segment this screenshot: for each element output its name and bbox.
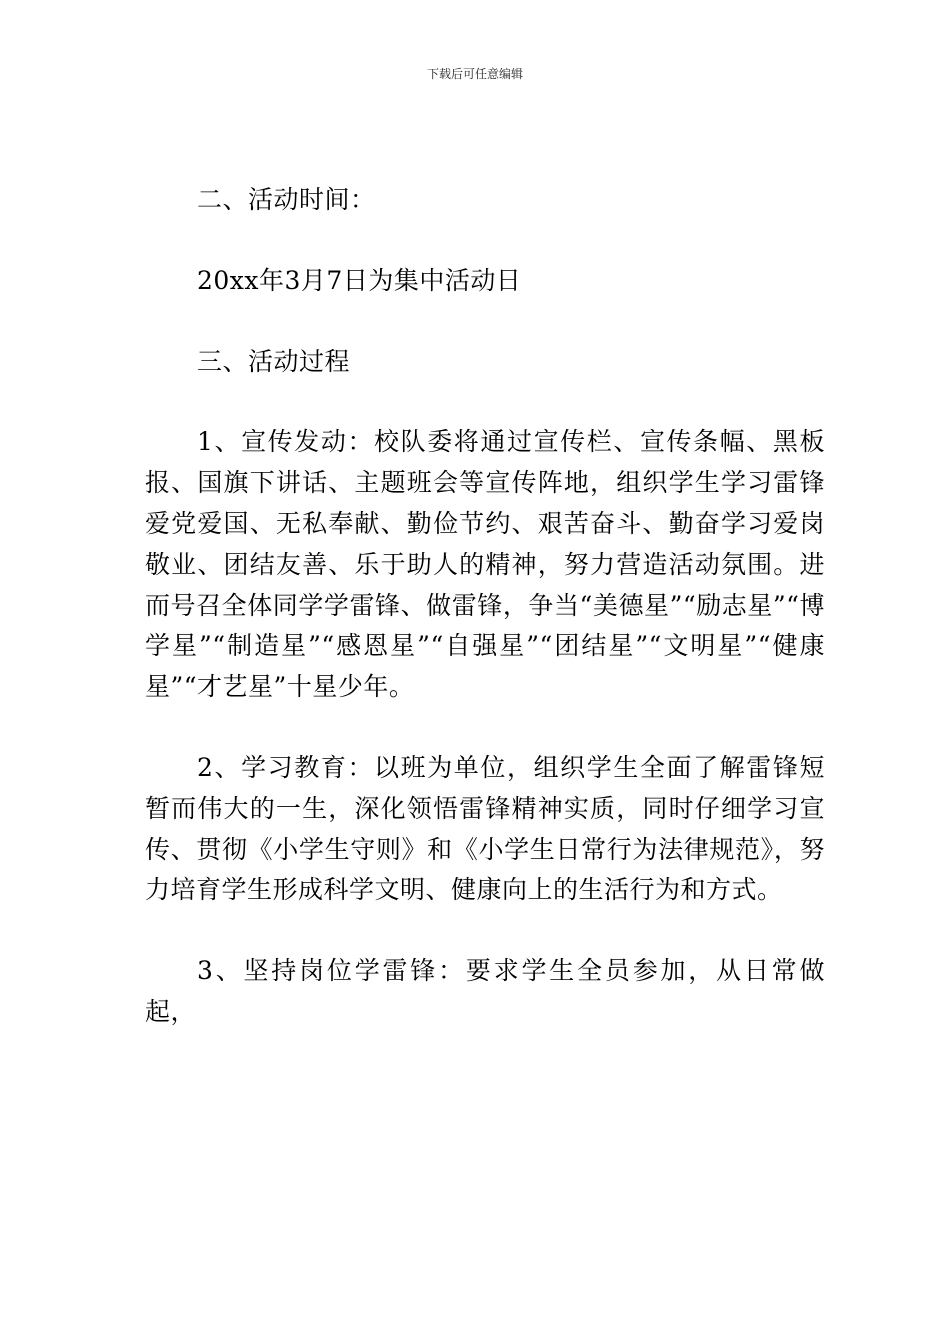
document-body (145, 180, 825, 1033)
process-item-education: 2、学习教育：以班为单位，组织学生全面了解雷锋短暂而伟大的一生，深化领悟雷锋精神实质，同时仔细学习宣传、贯彻《小学生守则》和《小学生日常行为法律规范》，努力培育学生形成科学文明、健康向上的生活行为和方式。 (145, 752, 825, 905)
process-item-publicity: 1、宣传发动：校队委将通过宣传栏、宣传条幅、黑板报、国旗下讲话、主题班会等宣传阵地，组织学生学习雷锋爱党爱国、无私奉献、勤俭节约、艰苦奋斗、勤奋学习爱岗敬业、团结友善、乐于助人的精神，努力营造活动氛围。进而号召全体同学学雷锋、做雷锋，争当“美德星”“励志星”“博学星”“制造星”“感恩星”“自强星”“团结星”“文明星”“健康星”“才艺星”十星少年。 (145, 427, 825, 702)
process-item-post-learning: 3、坚持岗位学雷锋：要求学生全员参加，从日常做起， (145, 956, 825, 1026)
section-heading-activity-time: 二、活动时间： (197, 185, 376, 214)
section-heading-activity-process: 三、活动过程 (197, 346, 351, 376)
activity-date-paragraph: 20xx年3月7日为集中活动日 (197, 265, 522, 295)
page-header-note: 下载后可任意编辑 (426, 67, 523, 81)
